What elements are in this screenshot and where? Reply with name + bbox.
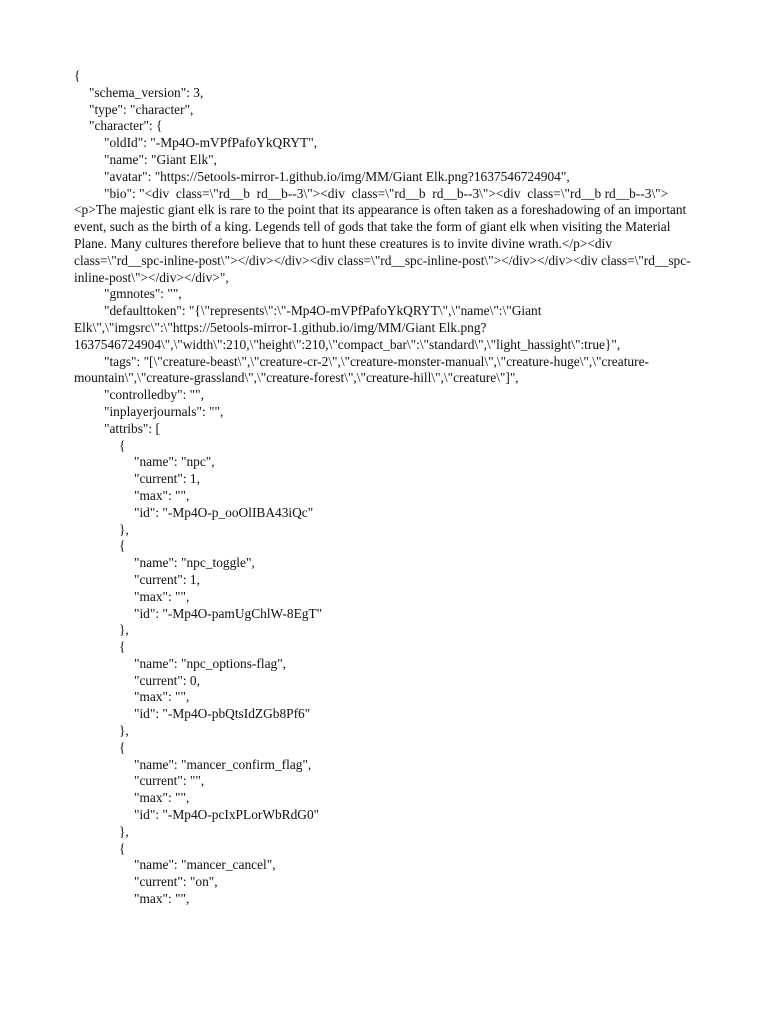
json-line: "name": "mancer_cancel", bbox=[134, 857, 276, 873]
json-line: "schema_version": 3, bbox=[89, 84, 204, 100]
json-line: { bbox=[74, 68, 81, 83]
json-line: "bio": "<div class=\"rd__b rd__b--3\"><div class=\"rd__b rd__b--3\"><div class=\"rd__b rd__b--3\"><p>The majestic giant elk is rare to the point that its appearance is often taken as a foreshadowing of an important event, such as the birth of a king. Legends tell of gods that take the form of giant elk when visiting the Material Plane. Many cultures therefore believe that to hunt these creatures is to invite divine wrath.</p><div class=\"rd__spc-inline-post\"></div></div><div class=\"rd__spc-inline-post\"></div></div><div class=\"rd__spc-inline-post\"></div></div>", bbox=[74, 185, 691, 285]
json-line: "id": "-Mp4O-pbQtsIdZGb8Pf6" bbox=[134, 706, 311, 722]
json-line: "max": "", bbox=[134, 588, 190, 604]
json-line: }, bbox=[119, 823, 129, 839]
json-line: "type": "character", bbox=[89, 101, 194, 117]
json-line: "max": "", bbox=[134, 790, 190, 806]
json-line: "id": "-Mp4O-pamUgChlW-8EgT" bbox=[134, 605, 323, 621]
json-line: { bbox=[119, 639, 126, 655]
json-line: "name": "Giant Elk", bbox=[104, 151, 217, 167]
json-line: { bbox=[119, 538, 126, 554]
json-line: "name": "npc_options-flag", bbox=[134, 655, 287, 671]
json-line: "max": "", bbox=[134, 891, 190, 907]
json-line: }, bbox=[119, 622, 129, 638]
json-line: "current": "on", bbox=[134, 874, 218, 890]
json-line: "id": "-Mp4O-pcIxPLorWbRdG0" bbox=[134, 807, 320, 823]
json-line: "gmnotes": "", bbox=[104, 286, 182, 302]
json-line: "current": 1, bbox=[134, 471, 200, 487]
json-line: "name": "npc", bbox=[134, 454, 215, 470]
json-line: "oldId": "-Mp4O-mVPfPafoYkQRYT", bbox=[104, 135, 318, 151]
json-line: "controlledby": "", bbox=[104, 387, 204, 403]
json-line: "current": 0, bbox=[134, 672, 200, 688]
json-text-block bbox=[74, 68, 696, 908]
json-line: }, bbox=[119, 521, 129, 537]
json-line: }, bbox=[119, 723, 129, 739]
json-line: "max": "", bbox=[134, 689, 190, 705]
json-line: { bbox=[119, 437, 126, 453]
json-line: { bbox=[119, 840, 126, 856]
json-line: "max": "", bbox=[134, 487, 190, 503]
json-line: "defaulttoken": "{\"represents\":\"-Mp4O-mVPfPafoYkQRYT\",\"name\":\"Giant Elk\",\"imgsrc\":\"https://5etools-mirror-1.github.io/img/MM/Giant Elk.png?1637546724904\",\"width\":210,\"height\":210,\"compact_bar\":\"standard\",\"light_hassight\":true}", bbox=[74, 303, 621, 352]
json-line: "tags": "[\"creature-beast\",\"creature-cr-2\",\"creature-monster-manual\",\"creature-huge\",\"creature-mountain\",\"creature-grassland\",\"creature-forest\",\"creature-hill\",\"creature\"]", bbox=[74, 353, 649, 386]
json-line: "avatar": "https://5etools-mirror-1.github.io/img/MM/Giant Elk.png?1637546724904", bbox=[104, 168, 570, 184]
json-line: "name": "npc_toggle", bbox=[134, 555, 255, 571]
json-line: "inplayerjournals": "", bbox=[104, 403, 224, 419]
json-line: "character": { bbox=[89, 118, 163, 134]
json-line: "current": 1, bbox=[134, 571, 200, 587]
json-line: "attribs": [ bbox=[104, 420, 160, 436]
json-line: { bbox=[119, 739, 126, 755]
json-line: "current": "", bbox=[134, 773, 205, 789]
json-line: "name": "mancer_confirm_flag", bbox=[134, 756, 312, 772]
json-line: "id": "-Mp4O-p_ooOlIBA43iQc" bbox=[134, 504, 314, 520]
